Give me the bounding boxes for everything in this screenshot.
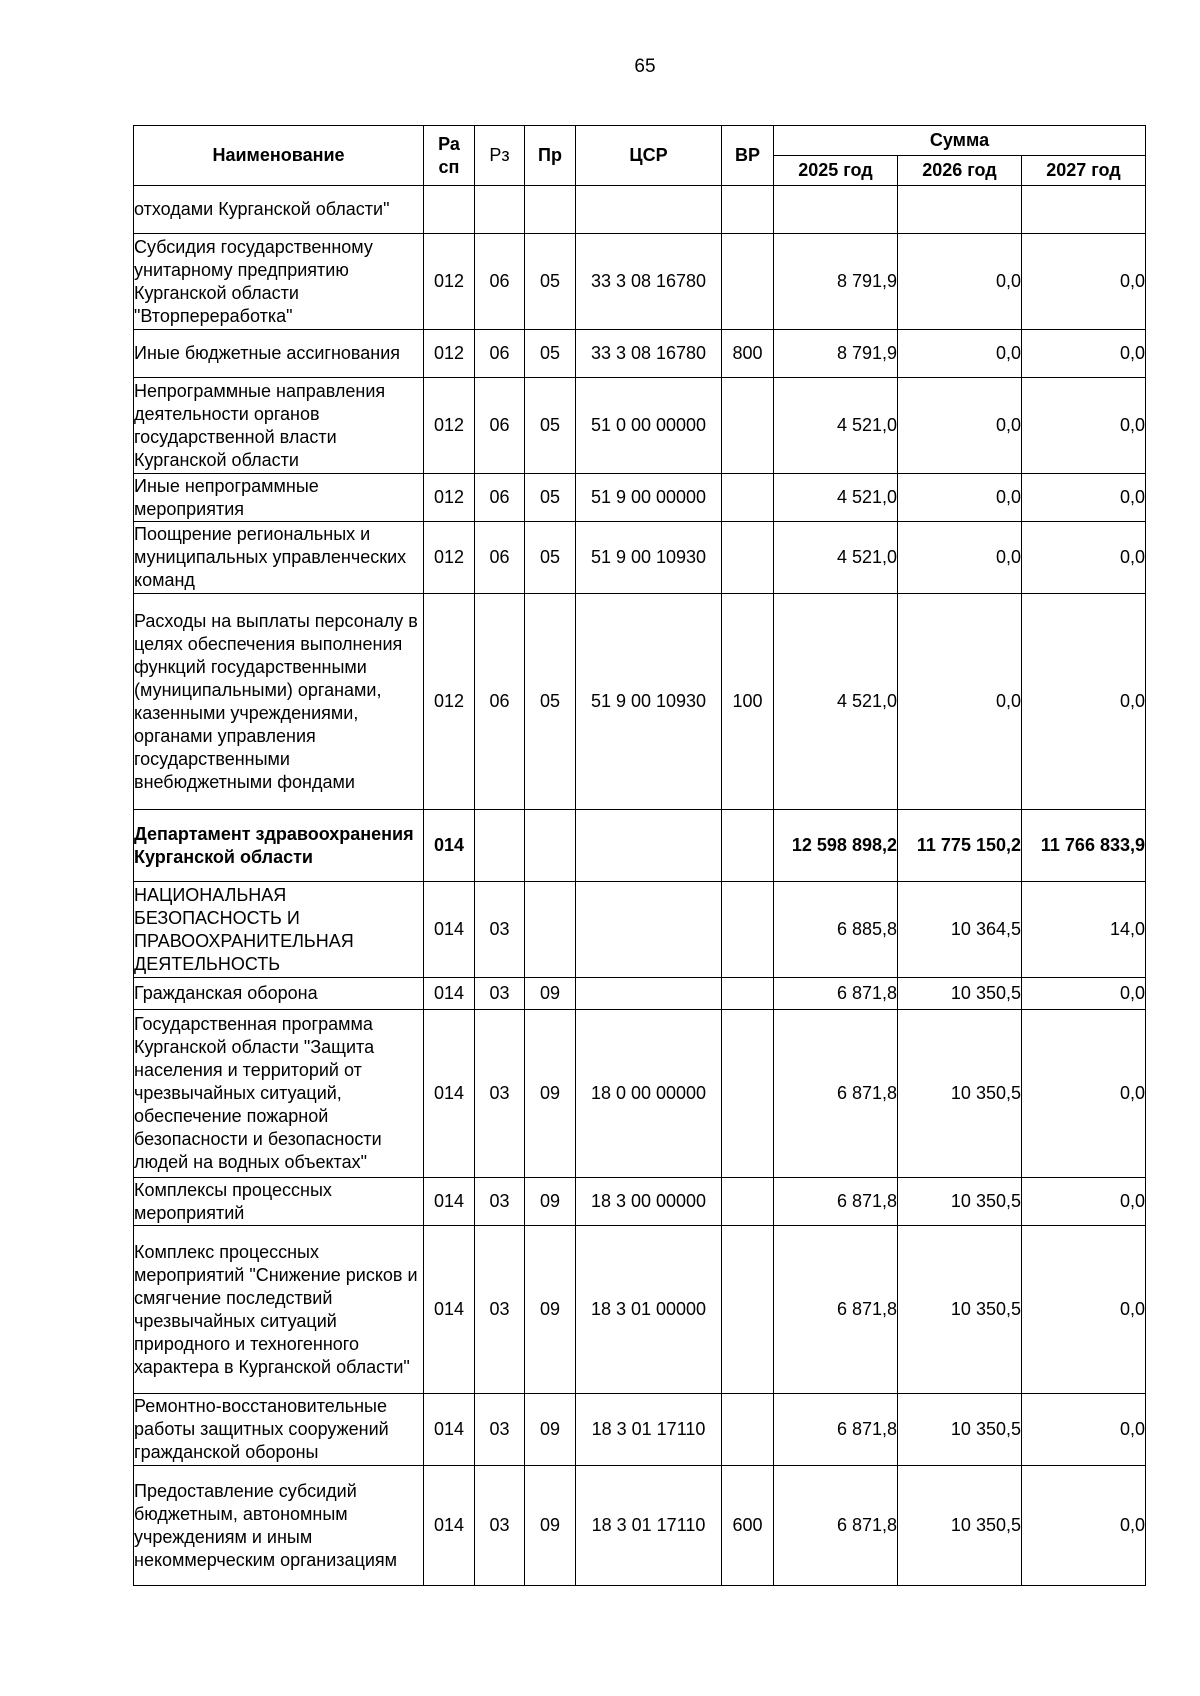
cell-name: Комплексы процессных мероприятий	[134, 1178, 424, 1226]
cell-y2025: 4 521,0	[774, 378, 898, 474]
cell-pr: 09	[525, 1394, 576, 1466]
table-row	[134, 1226, 1146, 1394]
cell-y2027: 0,0	[1022, 978, 1146, 1010]
cell-name: Гражданская оборона	[134, 978, 424, 1010]
cell-rz: 06	[475, 378, 525, 474]
cell-csr: 18 0 00 00000	[576, 1010, 722, 1178]
cell-rasp: 014	[424, 1226, 475, 1394]
cell-y2027: 0,0	[1022, 474, 1146, 522]
cell-y2027: 0,0	[1022, 1226, 1146, 1394]
cell-pr: 09	[525, 1466, 576, 1586]
cell-rasp: 014	[424, 1010, 475, 1178]
cell-vr	[722, 810, 774, 882]
cell-y2027: 0,0	[1022, 594, 1146, 810]
cell-y2025: 6 885,8	[774, 882, 898, 978]
cell-y2027: 0,0	[1022, 1178, 1146, 1226]
table-row	[134, 1010, 1146, 1178]
header-vr: ВР	[722, 126, 774, 186]
cell-rz: 06	[475, 522, 525, 594]
cell-rz	[475, 186, 525, 234]
table-row	[134, 474, 1146, 522]
cell-y2025: 12 598 898,2	[774, 810, 898, 882]
cell-y2026: 10 350,5	[898, 1178, 1022, 1226]
cell-rasp: 014	[424, 1178, 475, 1226]
page-number: 65	[634, 56, 656, 77]
cell-rasp: 014	[424, 1466, 475, 1586]
header-rz: Рз	[475, 126, 525, 186]
cell-y2027: 0,0	[1022, 234, 1146, 330]
cell-name: Субсидия государственному унитарному предприятию Курганской области "Вторпереработка"	[134, 234, 424, 330]
cell-vr: 800	[722, 330, 774, 378]
cell-rz: 03	[475, 882, 525, 978]
header-rasp-text: Ра сп	[438, 133, 460, 177]
cell-rasp: 014	[424, 1394, 475, 1466]
cell-csr	[576, 810, 722, 882]
cell-vr	[722, 1010, 774, 1178]
cell-vr: 600	[722, 1466, 774, 1586]
cell-csr: 18 3 01 17110	[576, 1466, 722, 1586]
cell-y2026: 0,0	[898, 378, 1022, 474]
table-row	[134, 234, 1146, 330]
cell-y2025: 6 871,8	[774, 1178, 898, 1226]
cell-y2027: 0,0	[1022, 378, 1146, 474]
cell-y2025: 6 871,8	[774, 1010, 898, 1178]
table-row	[134, 978, 1146, 1010]
cell-name: отходами Курганской области"	[134, 186, 424, 234]
cell-vr	[722, 378, 774, 474]
cell-y2025: 6 871,8	[774, 978, 898, 1010]
cell-y2026: 0,0	[898, 474, 1022, 522]
cell-rz: 06	[475, 474, 525, 522]
cell-y2025: 6 871,8	[774, 1466, 898, 1586]
cell-vr	[722, 234, 774, 330]
cell-name: Ремонтно-восстановительные работы защитных сооружений гражданской обороны	[134, 1394, 424, 1466]
cell-name: Предоставление субсидий бюджетным, автономным учреждениям и иным некоммерческим организациям	[134, 1466, 424, 1586]
cell-rasp: 012	[424, 594, 475, 810]
cell-pr: 09	[525, 1178, 576, 1226]
cell-rz: 03	[475, 1010, 525, 1178]
cell-csr: 51 9 00 00000	[576, 474, 722, 522]
cell-vr	[722, 1394, 774, 1466]
budget-table	[133, 125, 1146, 1586]
cell-y2027: 0,0	[1022, 1394, 1146, 1466]
header-csr: ЦСР	[576, 126, 722, 186]
cell-y2026: 0,0	[898, 234, 1022, 330]
cell-csr: 51 9 00 10930	[576, 594, 722, 810]
cell-rz: 03	[475, 1466, 525, 1586]
cell-rasp: 014	[424, 978, 475, 1010]
cell-y2026: 0,0	[898, 594, 1022, 810]
cell-y2026: 10 350,5	[898, 1010, 1022, 1178]
cell-csr: 18 3 01 17110	[576, 1394, 722, 1466]
cell-vr	[722, 1178, 774, 1226]
cell-rasp: 014	[424, 882, 475, 978]
cell-csr: 33 3 08 16780	[576, 330, 722, 378]
table-row	[134, 594, 1146, 810]
cell-y2025: 6 871,8	[774, 1394, 898, 1466]
table-row	[134, 330, 1146, 378]
cell-y2027: 0,0	[1022, 1010, 1146, 1178]
cell-name: Государственная программа Курганской области "Защита населения и территорий от чрезвычайных ситуаций, обеспечение пожарной безопасности и безопасности людей на водных объектах"	[134, 1010, 424, 1178]
cell-csr: 51 0 00 00000	[576, 378, 722, 474]
cell-pr: 09	[525, 1226, 576, 1394]
header-rasp	[424, 126, 475, 186]
cell-rz	[475, 810, 525, 882]
header-sum: Сумма	[774, 126, 1146, 156]
table-row	[134, 810, 1146, 882]
cell-vr	[722, 186, 774, 234]
header-pr: Пр	[525, 126, 576, 186]
cell-name: Иные непрограммные мероприятия	[134, 474, 424, 522]
cell-name: НАЦИОНАЛЬНАЯ БЕЗОПАСНОСТЬ И ПРАВООХРАНИТЕЛЬНАЯ ДЕЯТЕЛЬНОСТЬ	[134, 882, 424, 978]
cell-csr	[576, 186, 722, 234]
cell-rasp	[424, 186, 475, 234]
table-row	[134, 1466, 1146, 1586]
cell-y2025: 4 521,0	[774, 522, 898, 594]
cell-y2027: 14,0	[1022, 882, 1146, 978]
cell-name: Комплекс процессных мероприятий "Снижение рисков и смягчение последствий чрезвычайных ситуаций природного и техногенного характера в Курганской области"	[134, 1226, 424, 1394]
cell-y2025: 8 791,9	[774, 234, 898, 330]
cell-rasp: 012	[424, 378, 475, 474]
cell-pr	[525, 186, 576, 234]
cell-pr: 09	[525, 1010, 576, 1178]
cell-pr	[525, 810, 576, 882]
cell-rasp: 012	[424, 474, 475, 522]
header-2026: 2026 год	[898, 156, 1022, 186]
cell-csr	[576, 882, 722, 978]
cell-csr: 33 3 08 16780	[576, 234, 722, 330]
cell-vr	[722, 522, 774, 594]
cell-pr: 05	[525, 234, 576, 330]
table-row	[134, 186, 1146, 234]
cell-rz: 06	[475, 330, 525, 378]
cell-csr: 18 3 01 00000	[576, 1226, 722, 1394]
cell-y2026: 10 350,5	[898, 1394, 1022, 1466]
cell-pr: 05	[525, 474, 576, 522]
cell-y2026: 10 350,5	[898, 978, 1022, 1010]
cell-y2027: 0,0	[1022, 1466, 1146, 1586]
cell-rz: 03	[475, 1394, 525, 1466]
cell-y2025: 4 521,0	[774, 594, 898, 810]
cell-y2026: 0,0	[898, 330, 1022, 378]
header-2027: 2027 год	[1022, 156, 1146, 186]
table-row	[134, 882, 1146, 978]
cell-rz: 03	[475, 1226, 525, 1394]
cell-name: Департамент здравоохранения Курганской области	[134, 810, 424, 882]
cell-vr: 100	[722, 594, 774, 810]
cell-y2026: 10 350,5	[898, 1466, 1022, 1586]
table-row	[134, 1394, 1146, 1466]
cell-y2025: 8 791,9	[774, 330, 898, 378]
cell-y2027: 0,0	[1022, 522, 1146, 594]
cell-y2025: 4 521,0	[774, 474, 898, 522]
table-row	[134, 378, 1146, 474]
cell-name: Расходы на выплаты персоналу в целях обеспечения выполнения функций государственными (муниципальными) органами, казенными учреждениями, органами управления государственными внебюджетными фондами	[134, 594, 424, 810]
cell-rasp: 014	[424, 810, 475, 882]
cell-vr	[722, 1226, 774, 1394]
cell-vr	[722, 882, 774, 978]
cell-vr	[722, 474, 774, 522]
cell-y2027: 11 766 833,9	[1022, 810, 1146, 882]
cell-csr	[576, 978, 722, 1010]
cell-csr: 18 3 00 00000	[576, 1178, 722, 1226]
cell-pr: 05	[525, 330, 576, 378]
cell-pr: 09	[525, 978, 576, 1010]
cell-rasp: 012	[424, 330, 475, 378]
cell-pr	[525, 882, 576, 978]
cell-pr: 05	[525, 594, 576, 810]
cell-csr: 51 9 00 10930	[576, 522, 722, 594]
cell-rz: 06	[475, 594, 525, 810]
cell-rasp: 012	[424, 522, 475, 594]
table-row	[134, 1178, 1146, 1226]
cell-y2025	[774, 186, 898, 234]
cell-y2027: 0,0	[1022, 330, 1146, 378]
cell-name: Иные бюджетные ассигнования	[134, 330, 424, 378]
cell-y2026: 10 350,5	[898, 1226, 1022, 1394]
cell-y2026: 11 775 150,2	[898, 810, 1022, 882]
cell-y2026: 0,0	[898, 522, 1022, 594]
table-header	[134, 126, 1146, 186]
cell-rz: 03	[475, 1178, 525, 1226]
cell-vr	[722, 978, 774, 1010]
cell-y2026	[898, 186, 1022, 234]
cell-y2027	[1022, 186, 1146, 234]
cell-rz: 06	[475, 234, 525, 330]
table-body	[134, 186, 1146, 1586]
cell-y2025: 6 871,8	[774, 1226, 898, 1394]
cell-pr: 05	[525, 378, 576, 474]
table-row	[134, 522, 1146, 594]
cell-name: Поощрение региональных и муниципальных управленческих команд	[134, 522, 424, 594]
cell-pr: 05	[525, 522, 576, 594]
cell-rasp: 012	[424, 234, 475, 330]
cell-y2026: 10 364,5	[898, 882, 1022, 978]
header-2025: 2025 год	[774, 156, 898, 186]
cell-rz: 03	[475, 978, 525, 1010]
header-name: Наименование	[134, 126, 424, 186]
cell-name: Непрограммные направления деятельности органов государственной власти Курганской области	[134, 378, 424, 474]
